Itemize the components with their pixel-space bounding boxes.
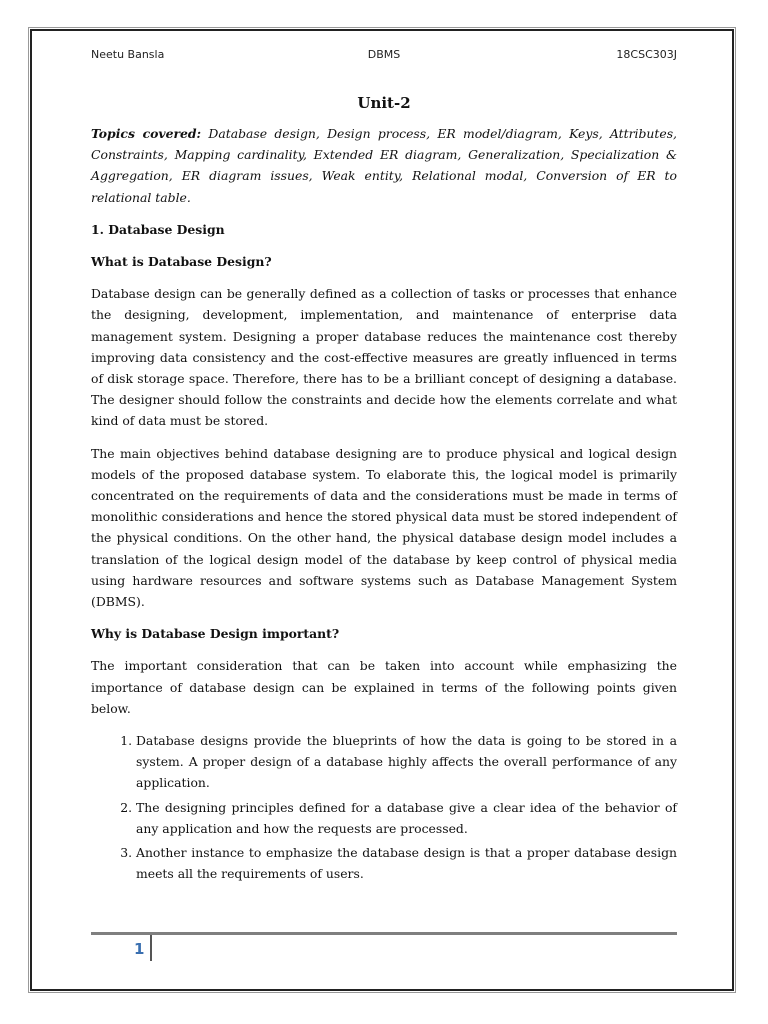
document-body bbox=[91, 92, 677, 888]
importance-list bbox=[91, 730, 677, 884]
list-item: 2. The designing principles defined for a database give a clear idea of the behavior of any application and how the requests are processed. bbox=[136, 797, 677, 839]
header-course-code: 18CSC303J bbox=[616, 48, 677, 61]
page-number: 1 bbox=[134, 940, 145, 958]
subheading-why-important: Why is Database Design important? bbox=[91, 626, 340, 642]
topics-label: Topics covered: bbox=[91, 126, 202, 141]
header-subject: DBMS bbox=[367, 48, 401, 61]
subheading-what-is-database-design: What is Database Design? bbox=[91, 254, 272, 270]
list-item: 1. Database designs provide the blueprints of how the data is going to be stored in a system. A proper design of a database highly affects the overall performance of any application. bbox=[136, 730, 677, 794]
header-author: Neetu Bansla bbox=[91, 48, 165, 61]
page-number-divider bbox=[150, 935, 152, 961]
topics-text: Database design, Design process, ER model/diagram, Keys, Attributes, Constraints, Mapping cardinality, Extended ER diagram, Generalization, Specialization & Aggregation, ER diagram issues, Weak entity, Relational modal, Conversion of ER to relational table. bbox=[91, 126, 677, 205]
page-header bbox=[91, 48, 677, 64]
paragraph-importance-intro: The important consideration that can be taken into account while emphasizing the importance of database design can be explained in terms of the following points given below. bbox=[91, 658, 677, 716]
footer-rule bbox=[91, 932, 677, 935]
paragraph-definition: Database design can be generally defined as a collection of tasks or processes that enhance the designing, development, implementation, and maintenance of enterprise data management system. Designing a proper database reduces the maintenance cost thereby improving data consistency and the cost-effective measures are greatly influenced in terms of disk storage space. Therefore, there has to be a brilliant concept of designing a database. The designer should follow the constraints and decide how the elements correlate and what kind of data must be stored. bbox=[91, 286, 677, 429]
list-item: 3. Another instance to emphasize the database design is that a proper database design meets all the requirements of users. bbox=[136, 842, 677, 884]
topics-paragraph bbox=[91, 123, 677, 208]
page-title: Unit-2 bbox=[357, 94, 411, 112]
section-heading-database-design: 1. Database Design bbox=[91, 221, 225, 237]
paragraph-objectives: The main objectives behind database designing are to produce physical and logical design models of the proposed database system. To elaborate this, the logical model is primarily concentrated on the requirements of data and the considerations must be made in terms of monolithic considerations and hence the stored physical data must be stored independent of the physical conditions. On the other hand, the physical database design model includes a translation of the logical design model of the database by keep control of physical media using hardware resources and software systems such as Database Management System (DBMS). bbox=[91, 445, 677, 610]
